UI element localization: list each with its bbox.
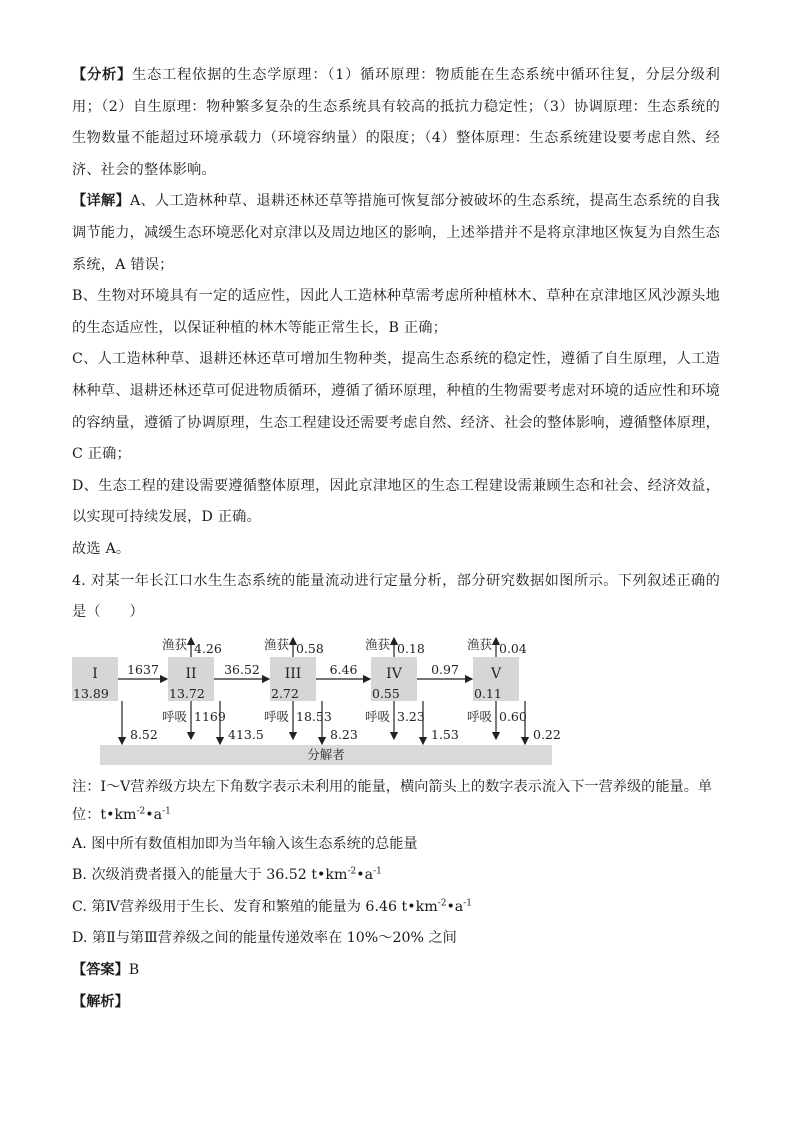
explanation-label [72,987,720,1019]
fishing-value: 4.26 [194,640,222,656]
option-c-sup2: -1 [463,898,473,909]
energy-flow-svg [72,635,562,773]
option-c-mid: •a [446,898,464,915]
detail-label: 【详解】 [72,193,130,210]
trophic-level-name: I [92,665,98,682]
flow-value: 1637 [127,661,159,677]
option-c [72,892,720,924]
option-d: D. 第Ⅱ与第Ⅲ营养级之间的能量传递效率在 10%～20% 之间 [72,930,457,947]
decomposer-value: 8.23 [330,726,358,742]
flow-value: 6.46 [329,661,358,677]
explanation-label-text: 【解析】 [72,993,129,1010]
decomposer-value: 1.53 [431,726,459,742]
option-b-sup1: -2 [347,866,357,877]
answer-value: B [128,962,140,979]
trophic-level-name: IV [386,665,402,682]
respiration-value: 18.53 [296,708,332,724]
flow-value: 0.97 [431,661,459,677]
analysis-label: 【分析】 [72,67,133,83]
detail-d-paragraph: D、生态工程的建设需要遵循整体原理，因此京津地区的生态工程建设需兼顾生态和社会、经济效益，以实现可持续发展，D 正确。 [72,477,720,526]
analysis-text: 生态工程依据的生态学原理：（1）循环原理：物质能在生态系统中循环往复，分层分级利用；（2）自生原理：物种繁多复杂的生态系统具有较高的抵抗力稳定性；（3）协调原理：生态系统的生物数量不能超过环境承载力（环境容纳量）的限度；（4）整体原理：生态系统建设要考虑自然、经济、社会的整体影响。 [72,67,720,178]
detail-conclusion: 故选 A。 [72,540,131,557]
unused-energy-value: 0.55 [372,685,400,701]
respiration-label: 呼吸 [161,708,187,724]
trophic-level-name: II [185,665,197,682]
option-a: A. 图中所有数值相加即为当年输入该生态系统的总能量 [72,835,418,852]
option-b-mid: •a [356,867,374,884]
respiration-label: 呼吸 [263,708,289,724]
option-c-sup1: -2 [437,898,447,909]
unused-energy-value: 2.72 [271,685,299,701]
detail-a-paragraph [72,186,720,281]
answer-label: 【答案】 [72,962,129,979]
respiration-label: 呼吸 [466,708,492,724]
fishing-value: 0.58 [296,640,324,656]
flow-value: 36.52 [224,661,260,677]
fishing-value: 0.18 [397,640,425,656]
note-unit-mid: •a [145,806,163,823]
note-unit-sup1: -2 [136,805,146,816]
unused-energy-value: 13.89 [73,685,109,701]
trophic-level-name: III [284,665,302,682]
fishing-label: 渔获 [263,636,289,652]
decomposer-value: 0.22 [533,726,561,742]
note-text: 注：Ⅰ～Ⅴ营养级方块左下角数字表示未利用的能量，横向箭头上的数字表示流入下一营养级的能量。单位：t•km [72,778,713,823]
fishing-label: 渔获 [364,636,390,652]
decomposer-value: 413.5 [228,726,264,742]
fishing-label: 渔获 [161,636,187,652]
option-c-text: C. 第Ⅳ营养级用于生长、发育和繁殖的能量为 6.46 t•km [72,898,438,915]
document-page [72,60,720,1018]
note-unit-sup2: -1 [162,805,171,816]
energy-flow-diagram [72,635,720,773]
respiration-value: 1169 [194,708,226,724]
fishing-label: 渔获 [466,636,492,652]
answer-line [72,955,720,987]
fishing-value: 0.04 [499,640,527,656]
question-stem: 4. 对某一年长江口水生生态系统的能量流动进行定量分析，部分研究数据如图所示。下列叙述正确的是（ ） [72,572,720,621]
decomposer-value: 8.52 [130,726,158,742]
respiration-value: 0.60 [499,708,527,724]
diagram-note [72,773,720,829]
option-b-text: B. 次级消费者摄入的能量大于 36.52 t•km [72,867,348,884]
detail-c-paragraph: C、人工造林种草、退耕还林还草可增加生物种类，提高生态系统的稳定性，遵循了自生原理，人工造林种草、退耕还林还草可促进物质循环，遵循了循环原理，种植的生物需要考虑对环境的适应性和环境的容纳量，遵循了协调原理，生态工程建设还需要考虑自然、经济、社会的整体影响，遵循整体原理，C 正确； [72,351,720,463]
option-b [72,860,720,892]
unused-energy-value: 0.11 [474,685,502,701]
detail-b-paragraph: B、生物对环境具有一定的适应性，因此人工造林种草需考虑所种植林木、草种在京津地区风沙源头地的生态适应性，以保证种植的林木等能正常生长，B 正确； [72,288,720,336]
unused-energy-value: 13.72 [169,685,205,701]
respiration-value: 3.23 [397,708,425,724]
trophic-level-name: V [490,665,502,682]
decomposer-label: 分解者 [307,746,345,762]
analysis-paragraph [72,60,720,186]
detail-a-text: A、人工造林种草、退耕还林还草等措施可恢复部分被破坏的生态系统，提高生态系统的自我调节能力，减缓生态环境恶化对京津以及周边地区的影响，上述举措并不是将京津地区恢复为自然生态系统，A 错误； [72,193,720,273]
option-b-sup2: -1 [373,866,382,877]
respiration-label: 呼吸 [364,708,390,724]
